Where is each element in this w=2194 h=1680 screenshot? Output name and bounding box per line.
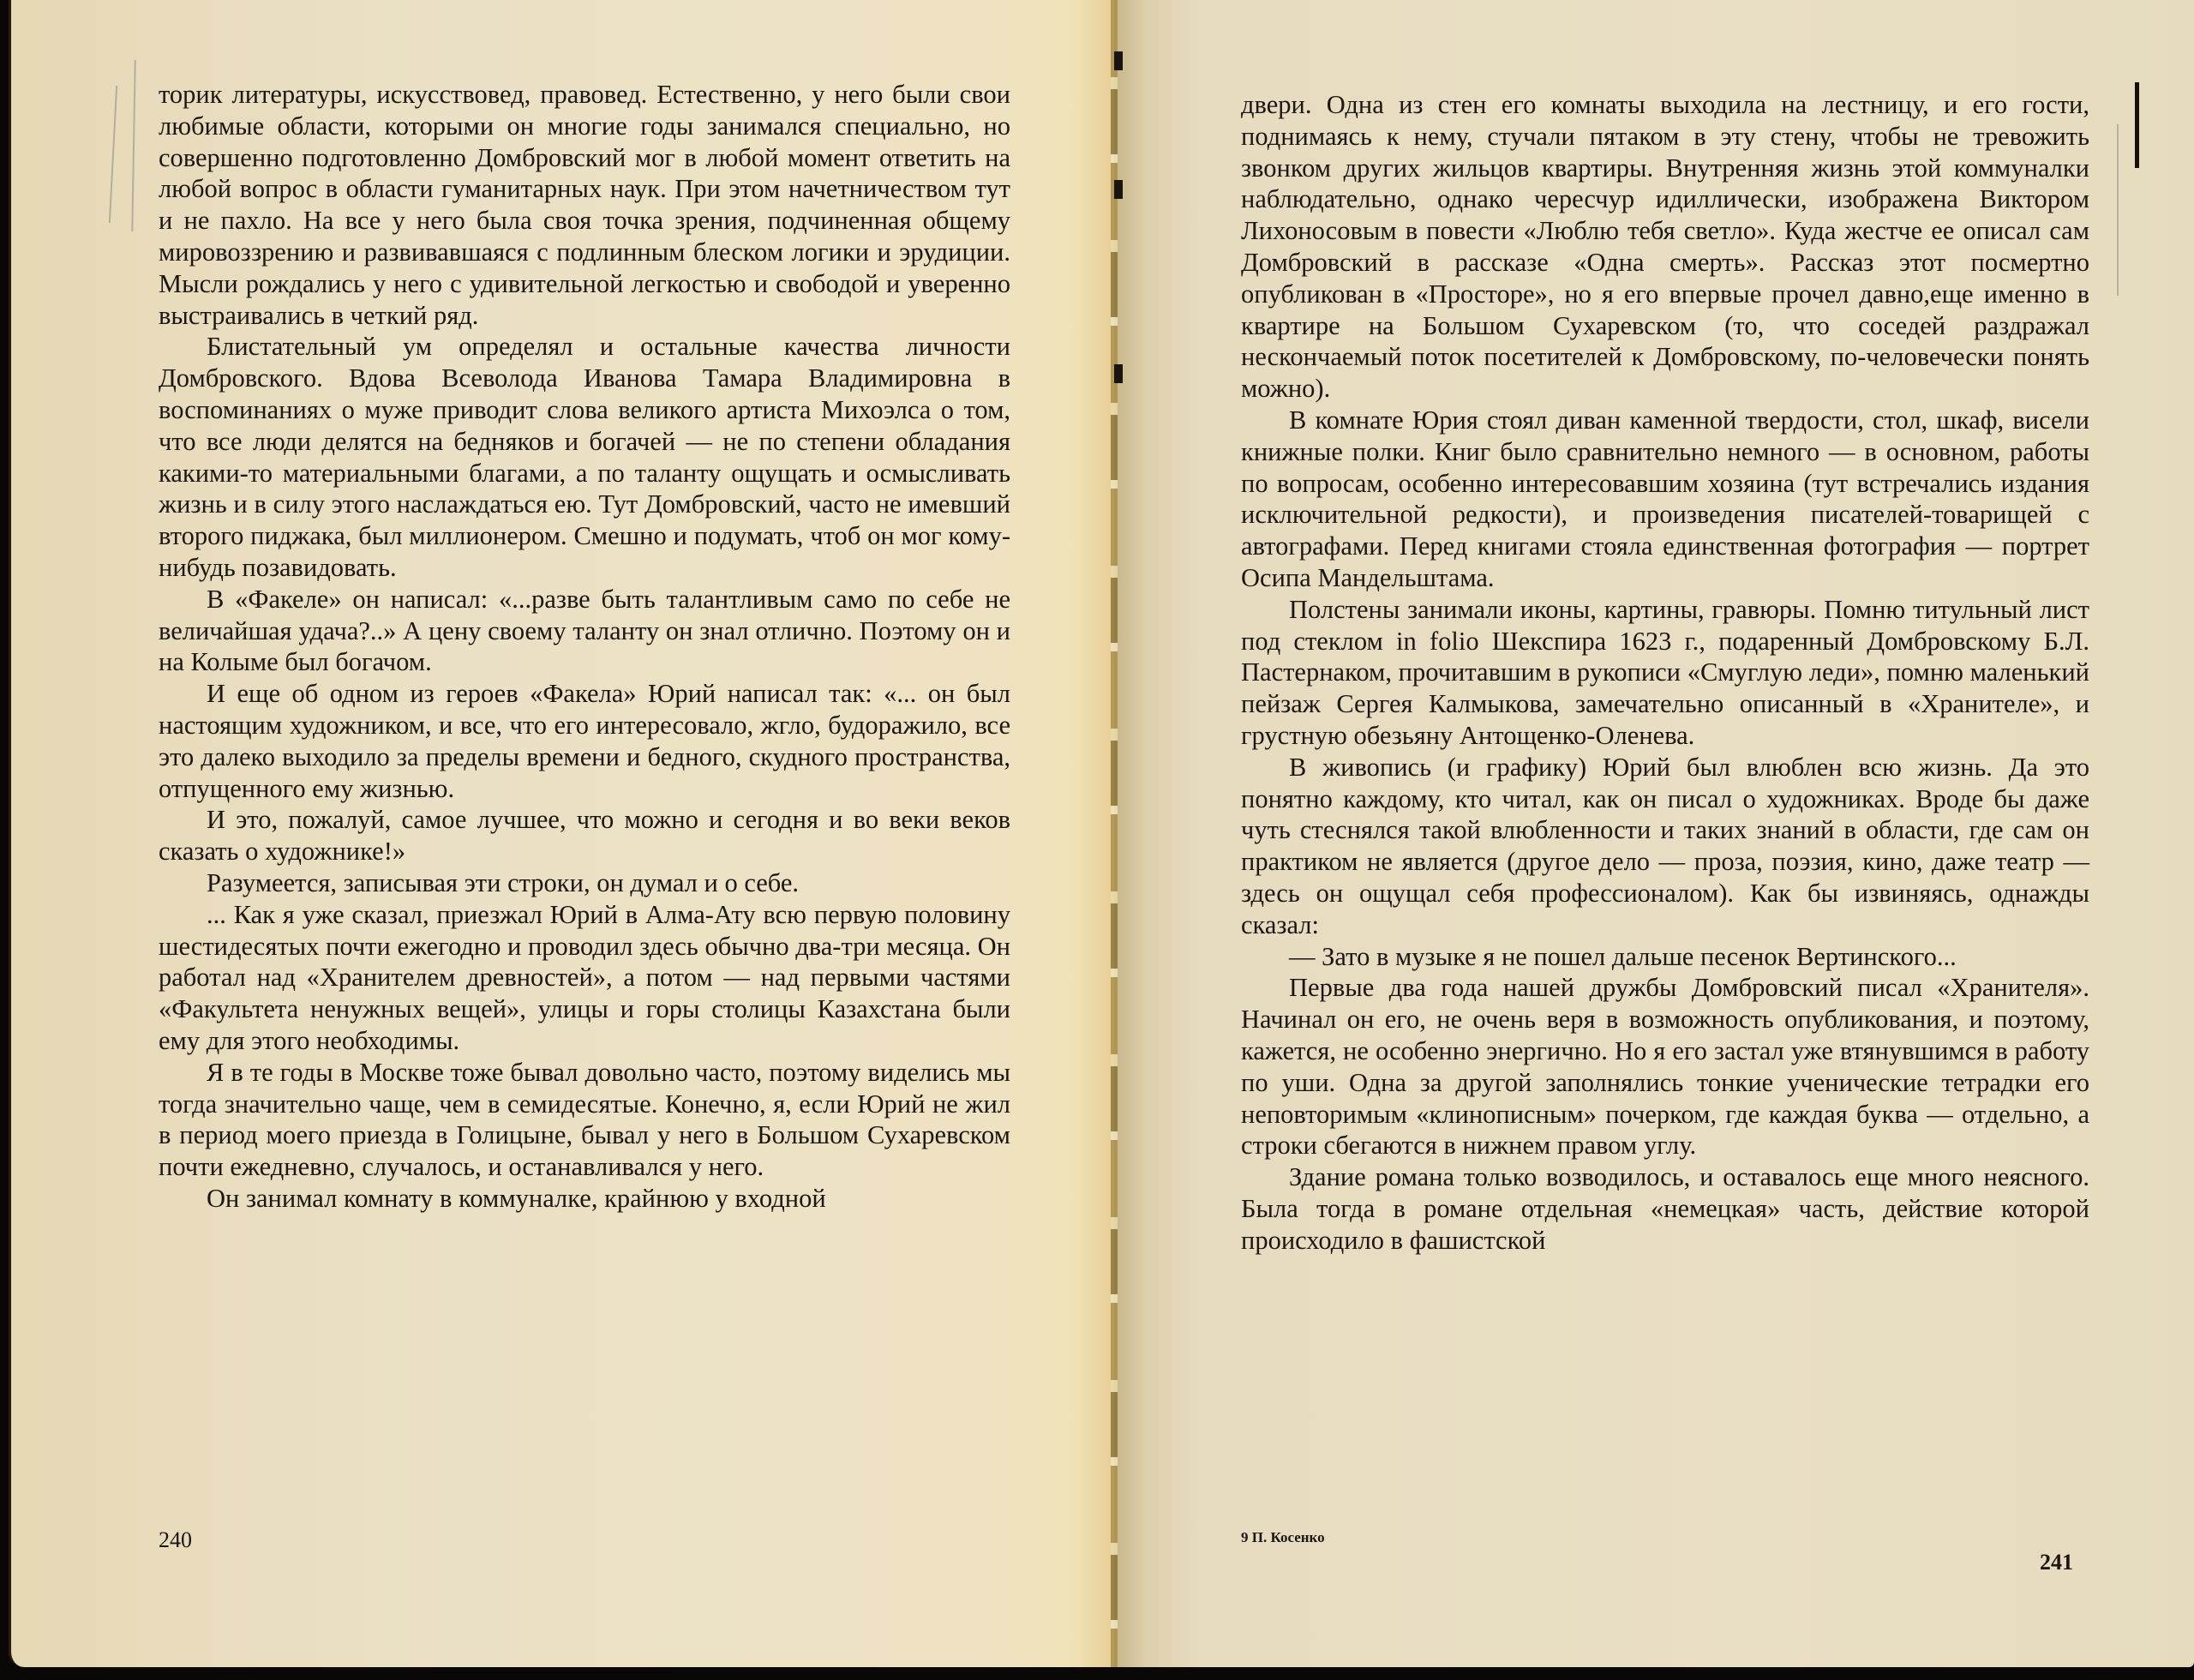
pencil-margin-mark [131,60,135,231]
paragraph: ... Как я уже сказал, приезжал Юрий в Алма-Ату всю первую половину шестидесятых почти ежегодно и проводил здесь обычно два-три месяца. Он работал над «Хранителем древностей», а потом — над первыми частями «Факультета ненужных вещей», улицы и горы столицы Казахстана были ему для этого необходимы. [159,899,1010,1055]
paragraph: Блистательный ум определял и остальные качества личности Домбровского. Вдова Всеволода Иванова Тамара Владимировна в воспоминаниях о муже приводит слова великого артиста Михоэлса о том, что все люди делятся на бедняков и богачей — не по степени обладания какими-то материальными благами, а по таланту ощущать и осмысливать жизнь и в силу этого наслаждаться ею. Тут Домбровский, часто не имевший второго пиджака, был миллионером. Смешно и подумать, чтоб он мог кому-нибудь позавидовать. [159,332,1010,582]
paragraph: И это, пожалуй, самое лучшее, что можно и сегодня и во веки веков сказать о художнике!» [159,805,1010,867]
binding-stitch [1114,364,1123,383]
right-page [1114,0,2194,1667]
pencil-margin-mark [2117,124,2119,296]
paragraph: двери. Одна из стен его комнаты выходила на лестницу, и его гости, поднимаясь к нему, стучали пятаком в эту стену, чтобы не тревожить звонком других жильцов квартиры. Внутренняя жизнь этой коммуналки наблюдательно, однако чересчур идиллически, изображена Виктором Лихоносовым в повести «Люблю тебя светло». Куда жестче ее описал сам Домбровский в рассказе «Одна смерть». Рассказ этот посмертно опубликован в «Просторе», но я его впервые прочел давно,еще именно в квартире на Большом Сухаревском (то, что соседей раздражал нескончаемый поток посетителей к Домбровскому, по-человечески понять можно). [1241,90,2089,404]
binding-stitch [1114,51,1123,70]
paragraph: В живопись (и графику) Юрий был влюблен всю жизнь. Да это понятно каждому, кто читал, как он писал о художниках. Вроде бы даже чуть стеснялся такой влюбленности и таких знаний в области, где сам он практиком не является (другое дело — проза, поэзия, кино, даже театр — здесь он ощущал себя профессионалом). Как бы извиняясь, однажды сказал: [1241,752,2089,939]
paragraph: В «Факеле» он написал: «...разве быть талантливым само по себе не величайшая удача?..» А цену своему таланту он знал отлично. Поэтому он и на Колыме был богачом. [159,584,1010,677]
page-number-right: 241 [2040,1550,2073,1575]
paragraph: И еще об одном из героев «Факела» Юрий написал так: «... он был настоящим художником, и все, что его интересовало, жгло, будоражило, все это далеко выходило за пределы времени и бедного, скудного пространства, отпущенного ему жизнью. [159,679,1010,803]
left-page-text [159,79,1010,1215]
paragraph: Я в те годы в Москве тоже бывал довольно часто, поэтому виделись мы тогда значительно чаще, чем в семидесятые. Конечно, я, если Юрий не жил в период моего приезда в Голицыне, бывал у него в Большом Сухаревском почти ежедневно, случалось, и останавливался у него. [159,1057,1010,1182]
page-number-left: 240 [159,1527,192,1552]
book-spine-gutter [1111,0,1118,1667]
paragraph: — Зато в музыке я не пошел дальше песенок Вертинского... [1289,941,1957,971]
left-page [9,0,1114,1667]
paragraph: Разумеется, записывая эти строки, он думал и о себе. [207,867,800,897]
margin-ink-mark [2135,82,2139,168]
paragraph: Полстены занимали иконы, картины, гравюры. Помню титульный лист под стеклом in folio Шекспира 1623 г., подаренный Домбровскому Б.Л. Пастернаком, прочитавшим в рукописи «Смуглую леди», помню маленький пейзаж Сергея Калмыкова, замечательно описанный в «Хранителе», и грустную обезьяну Антощенко-Оленева. [1241,594,2089,750]
paragraph: Здание романа только возводилось, и оставалось еще много неясного. Была тогда в романе отдельная «немецкая» часть, действие которой происходило в фашистской [1241,1162,2089,1255]
right-page-text [1241,89,2089,1256]
paragraph: Первые два года нашей дружбы Домбровский писал «Хранителя». Начинал он его, не очень веря в возможность опубликования, и поэтому, кажется, не особенно энергично. Но я его застал уже втянувшимся в работу по уши. Одна за другой заполнялись тонкие ученические тетрадки его неповторимым «клинописным» почерком, где каждая буква — отдельно, а строки сбегаются в нижнем правом углу. [1241,973,2089,1161]
pencil-margin-mark [109,86,117,223]
binding-stitch [1114,180,1123,199]
signature-mark: 9 П. Косенко [1241,1529,1325,1545]
paragraph: Он занимал комнату в коммуналке, крайнюю у входной [207,1183,826,1213]
paragraph: В комнате Юрия стоял диван каменной твердости, стол, шкаф, висели книжные полки. Книг было сравнительно немного — в основном, работы по вопросам, особенно интересовавшим хозяина (тут встречались издания исключительной редкости), и произведения писателей-товарищей с автографами. Перед книгами стояла единственная фотография — портрет Осипа Мандельштама. [1241,405,2089,592]
paragraph: торик литературы, искусствовед, правовед. Естественно, у него были свои любимые области, которыми он многие годы занимался специально, но совершенно подготовленно Домбровский мог в любой момент ответить на любой вопрос в области гуманитарных наук. При этом начетничеством тут и не пахло. На все у него была своя точка зрения, подчиненная общему мировоззрению и развивавшаяся с подлинным блеском логики и эрудиции. Мысли рождались у него с удивительной легкостью и свободой и уверенно выстраивались в четкий ряд. [159,80,1010,330]
